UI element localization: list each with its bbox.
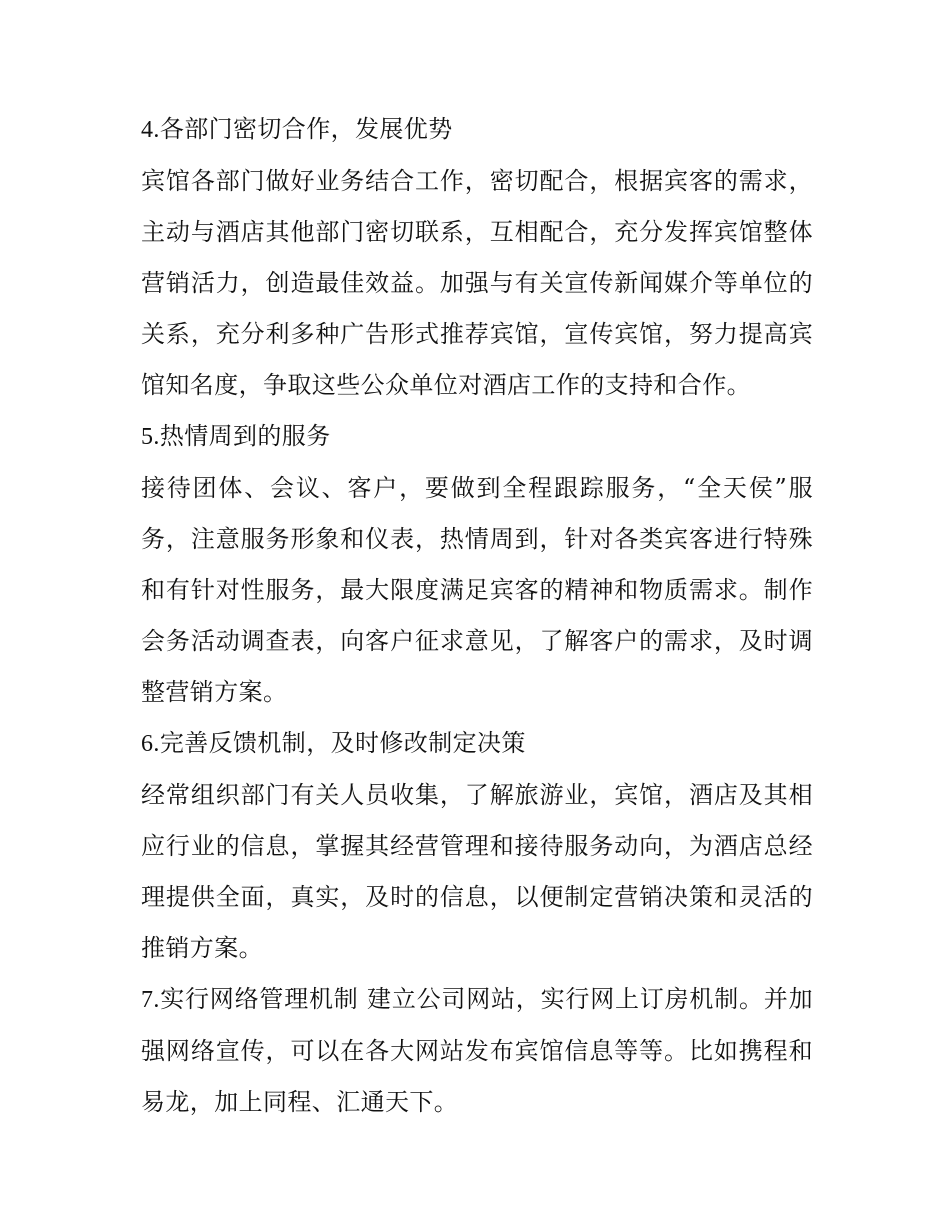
- document-body: [141, 104, 813, 1128]
- section-heading-4: [141, 104, 813, 156]
- section-number: 7.: [141, 987, 160, 1013]
- section-title: 实行网络管理机制 建立公司网站，实行网上订房机制。并加强网络宣传，可以在各大网站发布宾馆信息等等。比如携程和易龙，加上同程、汇通天下。: [141, 985, 813, 1116]
- section-title: 完善反馈机制，及时修改制定决策: [159, 729, 526, 757]
- section-number: 4.: [141, 117, 160, 143]
- section-title: 热情周到的服务: [159, 422, 331, 450]
- section-heading-7: [141, 974, 813, 1128]
- section-number: 6.: [141, 731, 160, 757]
- section-heading-6: [141, 718, 813, 770]
- section-number: 5.: [141, 424, 160, 450]
- section-paragraph-4: 宾馆各部门做好业务结合工作，密切配合，根据宾客的需求，主动与酒店其他部门密切联系，互相配合，充分发挥宾馆整体营销活力，创造最佳效益。加强与有关宣传新闻媒介等单位的关系，充分利多种广告形式推荐宾馆，宣传宾馆，努力提高宾馆知名度，争取这些公众单位对酒店工作的支持和合作。: [141, 167, 813, 399]
- section-heading-5: [141, 411, 813, 463]
- section-paragraph-5: 接待团体、会议、客户，要做到全程跟踪服务，“全天侯”服务，注意服务形象和仪表，热情周到，针对各类宾客进行特殊和有针对性服务，最大限度满足宾客的精神和物质需求。制作会务活动调查表，向客户征求意见，了解客户的需求，及时调整营销方案。: [141, 474, 813, 706]
- section-paragraph-6: 经常组织部门有关人员收集，了解旅游业，宾馆，酒店及其相应行业的信息，掌握其经营管理和接待服务动向，为酒店总经理提供全面，真实，及时的信息，以便制定营销决策和灵活的推销方案。: [141, 781, 813, 962]
- section-title: 各部门密切合作，发展优势: [159, 115, 453, 143]
